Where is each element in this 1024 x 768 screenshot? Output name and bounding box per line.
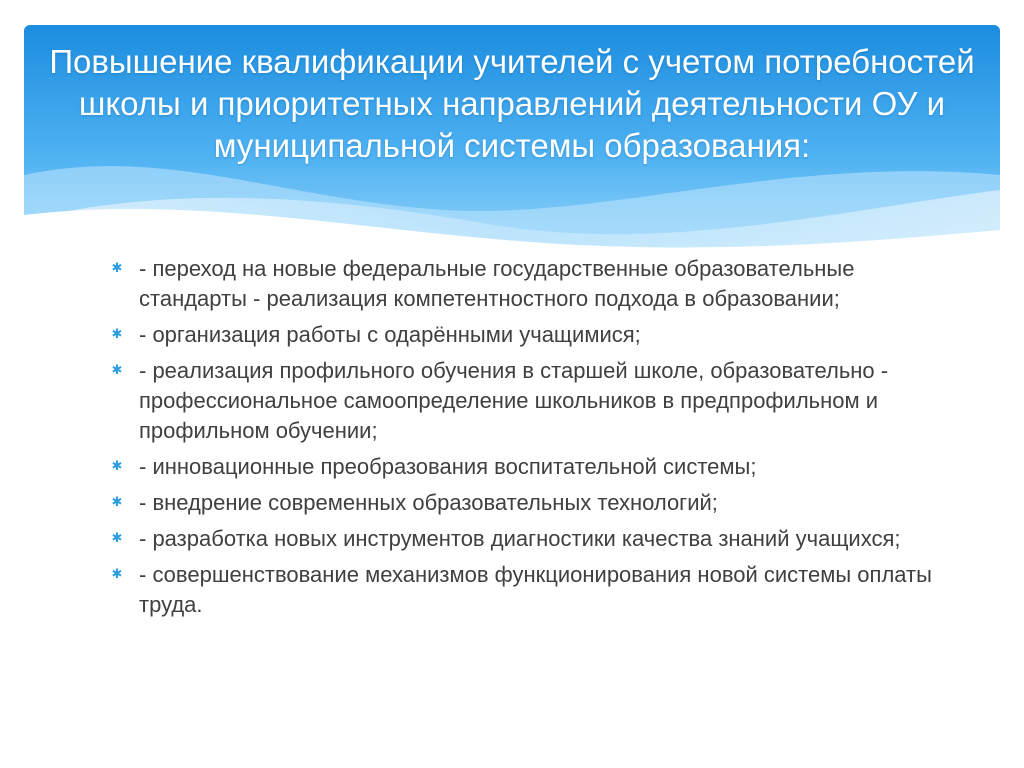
list-item xyxy=(108,254,938,314)
slide-title: Повышение квалификации учителей с учетом потребностей школы и приоритетных направлений деятельности ОУ и муниципальной системы образования: xyxy=(49,43,975,164)
list-item-text: - совершенствование механизмов функционирования новой системы оплаты труда. xyxy=(139,562,932,617)
asterisk-bullet-icon: ✱ xyxy=(111,327,123,342)
list-item-text: - реализация профильного обучения в старшей школе, образовательно - профессиональное самоопределение школьников в предпрофильном и профильном обучении; xyxy=(139,358,889,443)
asterisk-bullet-icon: ✱ xyxy=(111,363,123,378)
list-item xyxy=(108,320,938,350)
bullet-list xyxy=(108,254,938,626)
list-item xyxy=(108,356,938,446)
asterisk-bullet-icon: ✱ xyxy=(111,495,123,510)
asterisk-bullet-icon: ✱ xyxy=(111,531,123,546)
list-item-text: - разработка новых инструментов диагностики качества знаний учащихся; xyxy=(139,526,901,551)
asterisk-bullet-icon: ✱ xyxy=(111,459,123,474)
asterisk-bullet-icon: ✱ xyxy=(111,261,123,276)
title-banner xyxy=(24,25,1000,265)
list-item xyxy=(108,488,938,518)
list-item xyxy=(108,524,938,554)
asterisk-bullet-icon: ✱ xyxy=(111,567,123,582)
list-item-text: - внедрение современных образовательных технологий; xyxy=(139,490,718,515)
list-item-text: - организация работы с одарёнными учащимися; xyxy=(139,322,641,347)
list-item-text: - инновационные преобразования воспитательной системы; xyxy=(139,454,757,479)
list-item-text: - переход на новые федеральные государственные образовательные стандарты - реализация компетентностного подхода в образовании; xyxy=(139,256,855,311)
list-item xyxy=(108,560,938,620)
list-item xyxy=(108,452,938,482)
